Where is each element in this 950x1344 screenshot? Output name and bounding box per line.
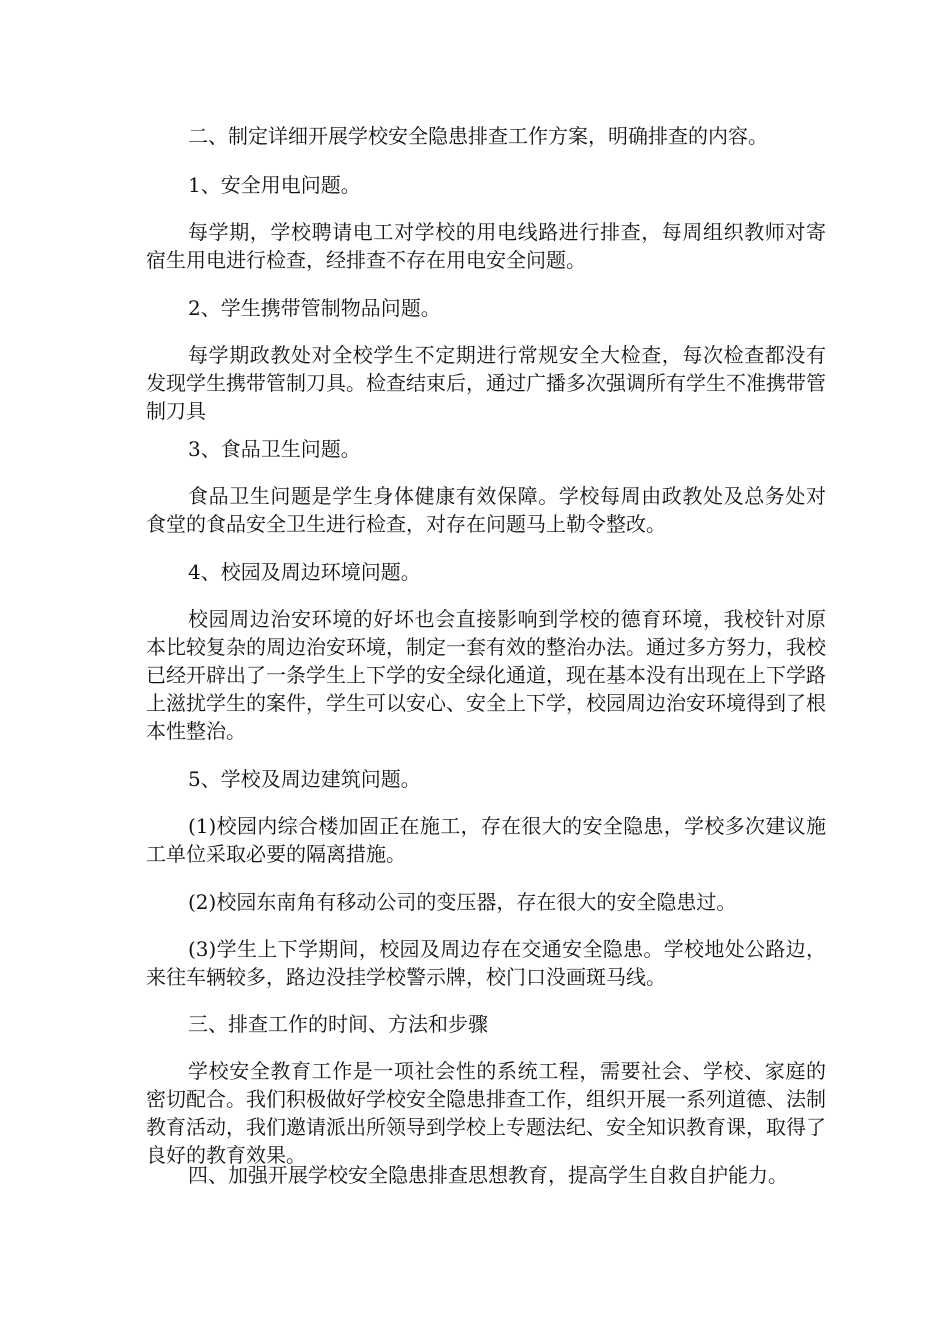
section-heading-2: 二、制定详细开展学校安全隐患排查工作方案，明确排查的内容。 <box>188 124 768 148</box>
paragraph-building-2: (2)校园东南角有移动公司的变压器，存在很大的安全隐患过。 <box>188 890 737 914</box>
paragraph-controlled-items: 每学期政教处对全校学生不定期进行常规安全大检查，每次检查都没有发现学生携带管制刀具。检查结束后，通过广播多次强调所有学生不准携带管制刀具 <box>146 343 826 423</box>
item-heading-1: 1、安全用电问题。 <box>188 173 361 197</box>
section-heading-4: 四、加强开展学校安全隐患排查思想教育，提高学生自救自护能力。 <box>188 1163 788 1187</box>
item-heading-2: 2、学生携带管制物品问题。 <box>188 296 441 320</box>
paragraph-building-3: (3)学生上下学期间，校园及周边存在交通安全隐患。学校地处公路边，来往车辆较多，路边没挂学校警示牌，校门口没画斑马线。 <box>146 937 826 989</box>
paragraph-electricity: 每学期，学校聘请电工对学校的用电线路进行排查，每周组织教师对寄宿生用电进行检查，经排查不存在用电安全问题。 <box>146 220 826 272</box>
item-heading-3: 3、食品卫生问题。 <box>188 437 361 461</box>
section-heading-3: 三、排查工作的时间、方法和步骤 <box>188 1012 488 1036</box>
paragraph-food-hygiene: 食品卫生问题是学生身体健康有效保障。学校每周由政教处及总务处对食堂的食品安全卫生进行检查，对存在问题马上勒令整改。 <box>146 484 826 536</box>
paragraph-safety-education: 学校安全教育工作是一项社会性的系统工程，需要社会、学校、家庭的密切配合。我们积极做好学校安全隐患排查工作，组织开展一系列道德、法制教育活动，我们邀请派出所领导到学校上专题法纪、安全知识教育课，取得了良好的教育效果。 <box>146 1059 826 1167</box>
paragraph-campus-environment: 校园周边治安环境的好坏也会直接影响到学校的德育环境，我校针对原本比较复杂的周边治安环境，制定一套有效的整治办法。通过多方努力，我校已经开辟出了一条学生上下学的安全绿化通道，现在基本没有出现在上下学路上滋扰学生的案件，学生可以安心、安全上下学，校园周边治安环境得到了根本性整治。 <box>146 607 826 743</box>
paragraph-building-1: (1)校园内综合楼加固正在施工，存在很大的安全隐患，学校多次建议施工单位采取必要的隔离措施。 <box>146 814 826 866</box>
item-heading-5: 5、学校及周边建筑问题。 <box>188 767 421 791</box>
item-heading-4: 4、校园及周边环境问题。 <box>188 560 421 584</box>
